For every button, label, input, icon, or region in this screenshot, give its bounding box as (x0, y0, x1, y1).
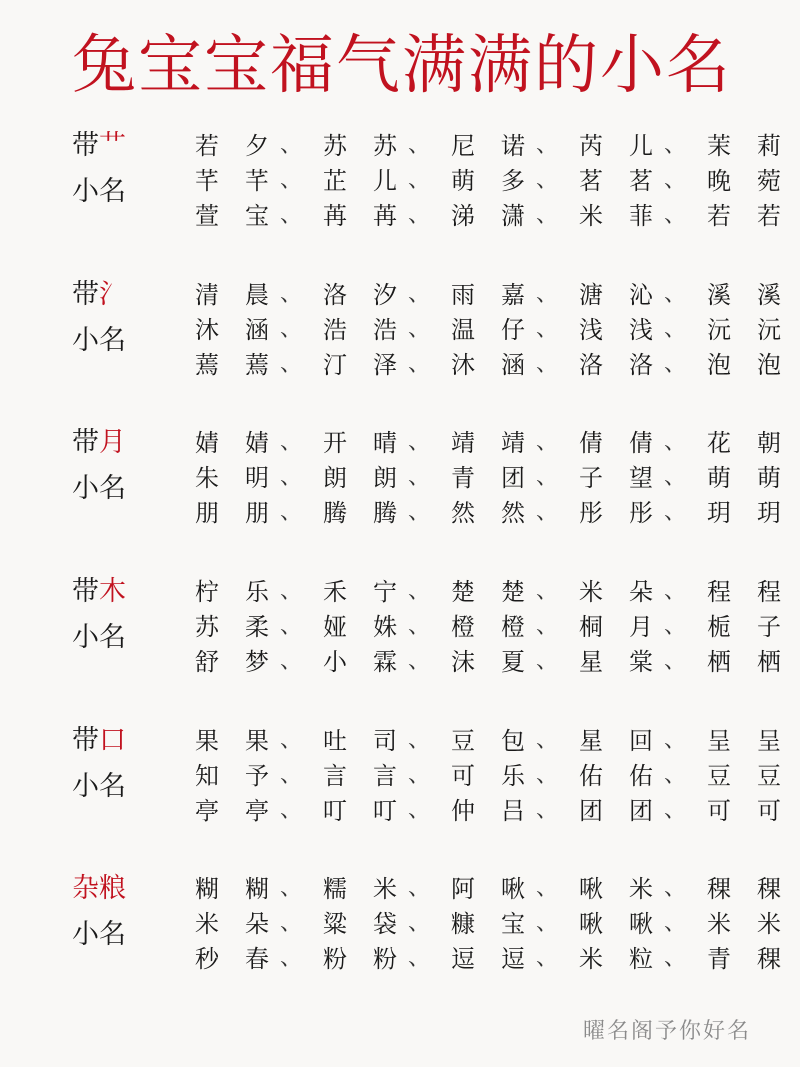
name-row (0, 425, 800, 461)
nickname: 佑 佑 (579, 762, 653, 790)
label-suffix: 小名 (72, 176, 126, 207)
separator-mark: 、 (280, 203, 303, 228)
name-row (0, 644, 800, 680)
separator-mark: 、 (536, 579, 559, 604)
nickname: 倩 倩 (579, 429, 653, 457)
nickname: 洛 洛 (579, 351, 653, 379)
separator-mark: 、 (664, 728, 687, 753)
nickname: 仲 吕 (451, 797, 525, 825)
nickname: 米 朵 (579, 578, 653, 606)
nickname: 叮 叮 (323, 797, 397, 825)
name-section (0, 425, 800, 545)
label-prefix: 带 (72, 427, 99, 458)
label-suffix: 小名 (72, 771, 126, 802)
nickname: 彤 彤 (579, 499, 653, 527)
label-radical: 月 (99, 427, 126, 458)
separator-mark: 、 (280, 579, 303, 604)
separator-mark: 、 (536, 946, 559, 971)
name-row (0, 906, 800, 942)
nickname: 芊 芊 (195, 167, 269, 195)
separator-mark: 、 (664, 763, 687, 788)
separator-mark: 、 (408, 579, 431, 604)
separator-mark: 、 (664, 352, 687, 377)
nickname: 涕 潇 (451, 202, 525, 230)
label-suffix: 小名 (72, 919, 126, 950)
name-section (0, 574, 800, 694)
name-row (0, 163, 800, 199)
separator-mark: 、 (408, 763, 431, 788)
nickname: 开 晴 (323, 429, 397, 457)
nickname: 豆 包 (451, 727, 525, 755)
nickname: 稞 稞 (707, 875, 781, 903)
separator-mark: 、 (408, 317, 431, 342)
separator-mark: 、 (408, 649, 431, 674)
name-row (0, 198, 800, 234)
separator-mark: 、 (664, 203, 687, 228)
nickname: 若 夕 (195, 132, 269, 160)
separator-mark: 、 (664, 282, 687, 307)
nickname: 芮 儿 (579, 132, 653, 160)
separator-mark: 、 (408, 500, 431, 525)
name-row (0, 460, 800, 496)
separator-mark: 、 (536, 430, 559, 455)
separator-mark: 、 (280, 500, 303, 525)
separator-mark: 、 (408, 911, 431, 936)
separator-mark: 、 (536, 500, 559, 525)
nickname: 果 果 (195, 727, 269, 755)
separator-mark: 、 (664, 500, 687, 525)
separator-mark: 、 (536, 649, 559, 674)
name-row (0, 609, 800, 645)
nickname: 尼 诺 (451, 132, 525, 160)
name-section (0, 871, 800, 991)
nickname: 苏 苏 (323, 132, 397, 160)
nickname: 汀 泽 (323, 351, 397, 379)
label-prefix: 带 (72, 130, 99, 161)
name-row (0, 758, 800, 794)
nickname: 星 回 (579, 727, 653, 755)
name-row (0, 312, 800, 348)
separator-mark: 、 (664, 614, 687, 639)
label-radical: 木 (99, 576, 126, 607)
separator-mark: 、 (408, 946, 431, 971)
nickname: 茗 茗 (579, 167, 653, 195)
nickname: 舒 梦 (195, 648, 269, 676)
separator-mark: 、 (280, 946, 303, 971)
separator-mark: 、 (280, 352, 303, 377)
separator-mark: 、 (536, 728, 559, 753)
separator-mark: 、 (280, 133, 303, 158)
label-radical: 氵 (99, 279, 126, 310)
nickname: 雨 嘉 (451, 281, 525, 309)
nickname: 米 米 (707, 910, 781, 938)
name-row (0, 574, 800, 610)
name-section (0, 277, 800, 397)
name-section (0, 723, 800, 843)
separator-mark: 、 (664, 317, 687, 342)
nickname: 星 棠 (579, 648, 653, 676)
nickname: 朋 朋 (195, 499, 269, 527)
nickname: 米 粒 (579, 945, 653, 973)
label-radical: 口 (99, 725, 126, 756)
nickname: 玥 玥 (707, 499, 781, 527)
separator-mark: 、 (664, 168, 687, 193)
nickname: 团 团 (579, 797, 653, 825)
nickname: 浩 浩 (323, 316, 397, 344)
label-radical: 艹 (99, 130, 126, 161)
nickname: 逗 逗 (451, 945, 525, 973)
nickname: 呈 呈 (707, 727, 781, 755)
separator-mark: 、 (280, 876, 303, 901)
separator-mark: 、 (280, 728, 303, 753)
separator-mark: 、 (664, 911, 687, 936)
nickname: 婧 婧 (195, 429, 269, 457)
nickname: 糯 米 (323, 875, 397, 903)
separator-mark: 、 (664, 133, 687, 158)
nickname: 吐 司 (323, 727, 397, 755)
nickname: 楚 楚 (451, 578, 525, 606)
nickname: 沐 涵 (195, 316, 269, 344)
name-row (0, 495, 800, 531)
nickname: 萌 萌 (707, 464, 781, 492)
nickname: 沐 涵 (451, 351, 525, 379)
separator-mark: 、 (408, 798, 431, 823)
nickname: 溏 沁 (579, 281, 653, 309)
nickname: 言 言 (323, 762, 397, 790)
nickname: 可 乐 (451, 762, 525, 790)
nickname: 清 晨 (195, 281, 269, 309)
nickname: 朱 明 (195, 464, 269, 492)
nickname: 芷 儿 (323, 167, 397, 195)
label-prefix: 带 (72, 279, 99, 310)
separator-mark: 、 (280, 649, 303, 674)
nickname: 温 仔 (451, 316, 525, 344)
separator-mark: 、 (536, 352, 559, 377)
nickname: 豆 豆 (707, 762, 781, 790)
separator-mark: 、 (536, 911, 559, 936)
separator-mark: 、 (408, 876, 431, 901)
label-suffix: 小名 (72, 325, 126, 356)
separator-mark: 、 (280, 763, 303, 788)
name-row (0, 347, 800, 383)
nickname: 啾 米 (579, 875, 653, 903)
label-radical: 杂粮 (72, 873, 126, 904)
nickname: 萌 多 (451, 167, 525, 195)
name-section (0, 128, 800, 248)
name-row (0, 871, 800, 907)
nickname: 可 可 (707, 797, 781, 825)
separator-mark: 、 (408, 203, 431, 228)
separator-mark: 、 (664, 876, 687, 901)
separator-mark: 、 (664, 579, 687, 604)
nickname: 花 朝 (707, 429, 781, 457)
nickname: 晚 菀 (707, 167, 781, 195)
nickname: 桐 月 (579, 613, 653, 641)
separator-mark: 、 (280, 282, 303, 307)
nickname: 青 稞 (707, 945, 781, 973)
nickname: 苒 苒 (323, 202, 397, 230)
separator-mark: 、 (536, 763, 559, 788)
separator-mark: 、 (408, 352, 431, 377)
separator-mark: 、 (408, 168, 431, 193)
separator-mark: 、 (536, 798, 559, 823)
nickname: 米 菲 (579, 202, 653, 230)
separator-mark: 、 (280, 317, 303, 342)
name-row (0, 128, 800, 164)
nickname: 萱 宝 (195, 202, 269, 230)
separator-mark: 、 (536, 168, 559, 193)
separator-mark: 、 (536, 465, 559, 490)
nickname: 朗 朗 (323, 464, 397, 492)
nickname: 沅 沅 (707, 316, 781, 344)
nickname: 栀 子 (707, 613, 781, 641)
nickname: 粱 袋 (323, 910, 397, 938)
separator-mark: 、 (408, 465, 431, 490)
nickname: 橙 橙 (451, 613, 525, 641)
label-prefix: 带 (72, 725, 99, 756)
separator-mark: 、 (408, 133, 431, 158)
separator-mark: 、 (280, 430, 303, 455)
separator-mark: 、 (664, 465, 687, 490)
nickname: 靖 靖 (451, 429, 525, 457)
nickname: 子 望 (579, 464, 653, 492)
label-suffix: 小名 (72, 622, 126, 653)
nickname: 亭 亭 (195, 797, 269, 825)
nickname: 浅 浅 (579, 316, 653, 344)
name-row (0, 793, 800, 829)
nickname: 知 予 (195, 762, 269, 790)
nickname: 腾 腾 (323, 499, 397, 527)
separator-mark: 、 (664, 430, 687, 455)
name-row (0, 277, 800, 313)
label-suffix: 小名 (72, 473, 126, 504)
nickname: 粉 粉 (323, 945, 397, 973)
nickname: 阿 啾 (451, 875, 525, 903)
nickname: 沫 夏 (451, 648, 525, 676)
nickname: 糠 宝 (451, 910, 525, 938)
separator-mark: 、 (408, 282, 431, 307)
nickname: 糊 糊 (195, 875, 269, 903)
separator-mark: 、 (280, 911, 303, 936)
separator-mark: 、 (408, 728, 431, 753)
separator-mark: 、 (536, 203, 559, 228)
separator-mark: 、 (280, 614, 303, 639)
separator-mark: 、 (408, 430, 431, 455)
nickname: 秒 春 (195, 945, 269, 973)
label-prefix: 带 (72, 576, 99, 607)
separator-mark: 、 (664, 649, 687, 674)
separator-mark: 、 (408, 614, 431, 639)
separator-mark: 、 (536, 282, 559, 307)
watermark-text: 曜名阁予你好名 (583, 1019, 752, 1044)
nickname: 青 团 (451, 464, 525, 492)
separator-mark: 、 (280, 798, 303, 823)
separator-mark: 、 (280, 168, 303, 193)
nickname: 溪 溪 (707, 281, 781, 309)
nickname: 小 霖 (323, 648, 397, 676)
nickname: 米 朵 (195, 910, 269, 938)
nickname: 啾 啾 (579, 910, 653, 938)
nickname: 茉 莉 (707, 132, 781, 160)
separator-mark: 、 (536, 317, 559, 342)
nickname: 蔫 蔫 (195, 351, 269, 379)
separator-mark: 、 (664, 798, 687, 823)
separator-mark: 、 (536, 133, 559, 158)
page-title: 兔宝宝福气满满的小名 (72, 29, 732, 103)
separator-mark: 、 (536, 876, 559, 901)
nickname: 禾 宁 (323, 578, 397, 606)
nickname: 若 若 (707, 202, 781, 230)
nickname: 泡 泡 (707, 351, 781, 379)
nickname: 洛 汐 (323, 281, 397, 309)
nickname: 然 然 (451, 499, 525, 527)
nickname: 娅 姝 (323, 613, 397, 641)
separator-mark: 、 (280, 465, 303, 490)
nickname: 栖 栖 (707, 648, 781, 676)
name-row (0, 941, 800, 977)
nickname: 柠 乐 (195, 578, 269, 606)
nickname: 程 程 (707, 578, 781, 606)
separator-mark: 、 (536, 614, 559, 639)
separator-mark: 、 (664, 946, 687, 971)
name-row (0, 723, 800, 759)
nickname: 苏 柔 (195, 613, 269, 641)
